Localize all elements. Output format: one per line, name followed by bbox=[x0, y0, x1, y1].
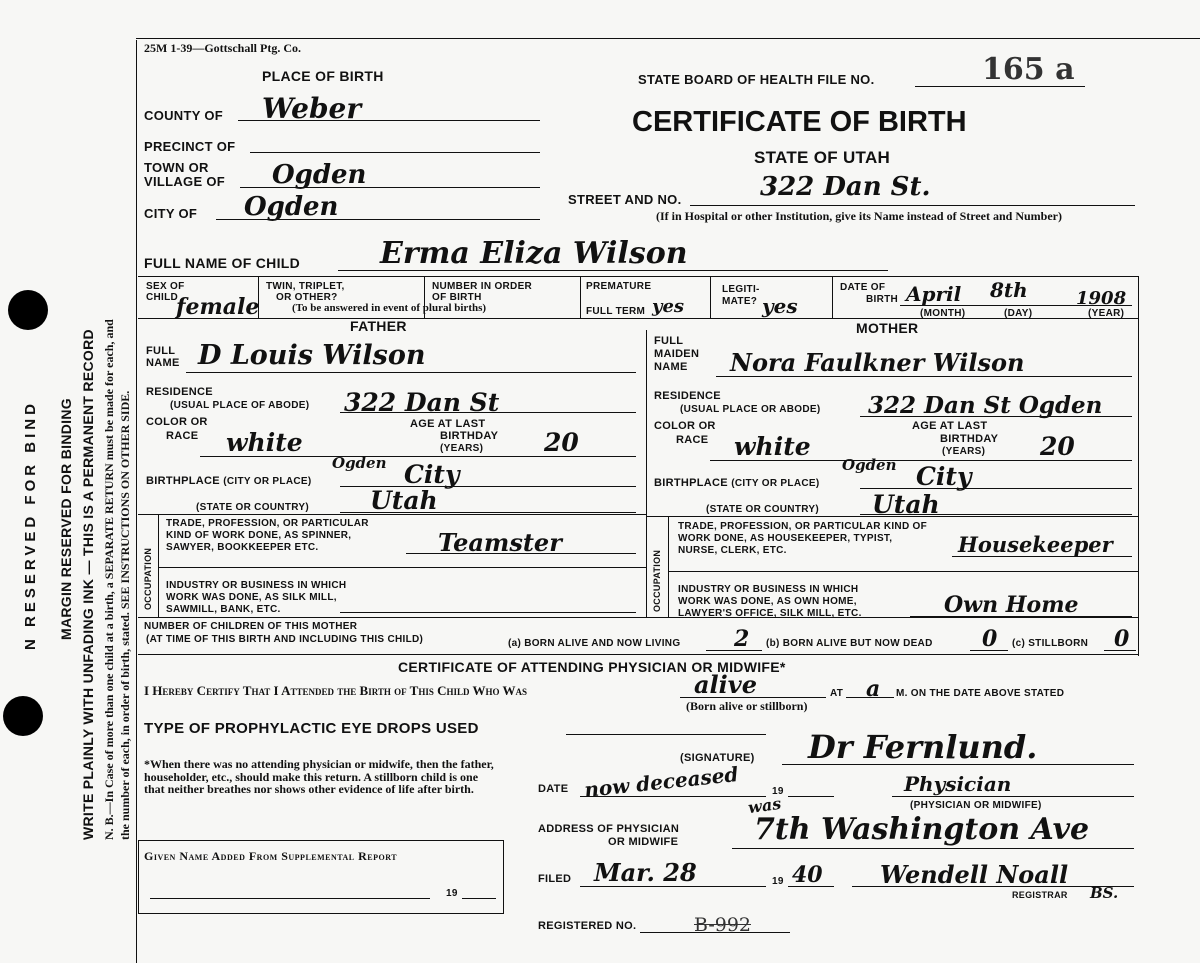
filed-19: 19 bbox=[772, 876, 784, 887]
town-value: Ogden bbox=[272, 160, 367, 190]
supplemental-year-line bbox=[462, 898, 496, 899]
mother-trade-label-1: TRADE, PROFESSION, OR PARTICULAR KIND OF bbox=[678, 521, 928, 532]
town-label-1: TOWN OR bbox=[144, 160, 209, 175]
mother-state-label: (STATE OR COUNTRY) bbox=[706, 504, 819, 515]
mother-age-label-3: (YEARS) bbox=[942, 446, 986, 457]
children-row-bottom bbox=[138, 654, 1138, 655]
father-color-value: white bbox=[226, 428, 303, 457]
supplemental-line bbox=[150, 898, 430, 899]
certify-text: I Hereby Certify That I Attended the Birth of This Child Who Was bbox=[144, 683, 528, 698]
father-age-label-2: BIRTHDAY bbox=[440, 430, 499, 442]
parents-divider bbox=[646, 330, 647, 617]
mother-age-value: 20 bbox=[1040, 432, 1075, 461]
twin-note: (To be answered in event of plural births) bbox=[292, 302, 487, 314]
father-name-label-1: FULL bbox=[146, 345, 176, 357]
right-border bbox=[1138, 276, 1139, 656]
mother-residence-value: 322 Dan St Ogden bbox=[868, 392, 1103, 419]
margin-nb-text-2: the number of each, in order of birth, stated. SEE INSTRUCTIONS ON OTHER SIDE. bbox=[118, 390, 132, 840]
form-left-border bbox=[136, 40, 137, 963]
father-name-value: D Louis Wilson bbox=[198, 340, 426, 371]
children-label-1: NUMBER OF CHILDREN OF THIS MOTHER bbox=[144, 621, 358, 632]
mother-heading: MOTHER bbox=[856, 320, 919, 336]
father-color-label-1: COLOR OR bbox=[146, 416, 208, 428]
printer-line: 25M 1-39—Gottschall Ptg. Co. bbox=[144, 41, 301, 55]
father-birthplace-value: City bbox=[404, 460, 460, 489]
date-value: now deceased bbox=[583, 761, 740, 803]
alive-note: (Born alive or stillborn) bbox=[686, 699, 808, 713]
was-value: was bbox=[746, 793, 783, 818]
at-label: AT bbox=[830, 688, 844, 699]
file-no-label: STATE BOARD OF HEALTH FILE NO. bbox=[638, 72, 875, 87]
mother-age-label-2: BIRTHDAY bbox=[940, 433, 999, 445]
twin-label-2: OR OTHER? bbox=[276, 292, 338, 303]
registrar-signature: Wendell Noall bbox=[880, 860, 1069, 889]
mother-trade-label-2: WORK DONE, AS HOUSEKEEPER, TYPIST, bbox=[678, 533, 893, 544]
address-line bbox=[732, 848, 1134, 849]
mother-occupation-side bbox=[668, 516, 669, 617]
dead-value: 0 bbox=[982, 626, 998, 652]
father-residence-label: RESIDENCE bbox=[146, 386, 213, 398]
stillborn-value: 0 bbox=[1114, 626, 1130, 652]
mother-name-value: Nora Faulkner Wilson bbox=[730, 348, 1025, 377]
child-name-label: FULL NAME OF CHILD bbox=[144, 255, 301, 271]
filed-year: 40 bbox=[792, 862, 823, 888]
form-top-border bbox=[136, 38, 1200, 39]
precinct-label: PRECINCT OF bbox=[144, 139, 236, 154]
father-color-label-2: RACE bbox=[166, 430, 199, 442]
mother-industry-label-1: INDUSTRY OR BUSINESS IN WHICH bbox=[678, 584, 859, 595]
father-age-value: 20 bbox=[544, 428, 579, 457]
dead-label: (b) BORN ALIVE BUT NOW DEAD bbox=[766, 638, 933, 649]
street-value: 322 Dan St. bbox=[760, 172, 931, 202]
registered-label: REGISTERED NO. bbox=[538, 920, 637, 932]
sex-label-1: SEX OF bbox=[146, 281, 185, 292]
birth-day: 8th bbox=[990, 278, 1028, 302]
father-age-label-3: (YEARS) bbox=[440, 443, 484, 454]
living-value: 2 bbox=[734, 626, 750, 652]
number-label-2: OF BIRTH bbox=[432, 292, 482, 303]
father-name-label-2: NAME bbox=[146, 357, 180, 369]
date-label-2: BIRTH bbox=[866, 294, 899, 305]
precinct-line bbox=[250, 152, 540, 153]
mother-color-label-1: COLOR OR bbox=[654, 420, 716, 432]
twin-label-1: TWIN, TRIPLET, bbox=[266, 281, 345, 292]
title-value: Physician bbox=[904, 772, 1012, 796]
date-label-1: DATE OF bbox=[840, 282, 886, 293]
father-industry-label-1: INDUSTRY OR BUSINESS IN WHICH bbox=[166, 580, 347, 591]
title-label: (PHYSICIAN OR MIDWIFE) bbox=[910, 800, 1042, 811]
margin-reserved-text: MARGIN RESERVED FOR BINDING bbox=[58, 398, 74, 640]
place-of-birth-heading: PLACE OF BIRTH bbox=[262, 68, 384, 84]
address-value: 7th Washington Ave bbox=[754, 812, 1090, 847]
address-label-2: OR MIDWIFE bbox=[608, 836, 679, 848]
filed-label: FILED bbox=[538, 873, 572, 885]
legit-value: yes bbox=[762, 294, 798, 318]
mother-birthplace-label: BIRTHPLACE (CITY OR PLACE) bbox=[654, 477, 820, 489]
time-value: a bbox=[866, 676, 881, 702]
title-line bbox=[892, 796, 1134, 797]
father-trade-label-3: SAWYER, BOOKKEEPER ETC. bbox=[166, 542, 319, 553]
father-industry-label-2: WORK WAS DONE, AS SILK MILL, bbox=[166, 592, 337, 603]
father-trade-bottom bbox=[158, 567, 646, 568]
registrar-initials: BS. bbox=[1090, 884, 1119, 902]
father-heading: FATHER bbox=[350, 318, 407, 334]
eye-drops-line bbox=[566, 734, 766, 735]
town-label-2: VILLAGE OF bbox=[144, 174, 225, 189]
county-label: COUNTY OF bbox=[144, 108, 224, 123]
father-state-label: (STATE OR COUNTRY) bbox=[196, 502, 309, 513]
address-label-1: ADDRESS OF PHYSICIAN bbox=[538, 823, 680, 835]
father-state-value: Utah bbox=[370, 486, 438, 515]
county-value: Weber bbox=[262, 92, 362, 125]
city-label: CITY OF bbox=[144, 206, 198, 221]
signature-label: (SIGNATURE) bbox=[680, 752, 755, 764]
mother-name-label-1: FULL bbox=[654, 335, 684, 347]
father-trade-label-1: TRADE, PROFESSION, OR PARTICULAR bbox=[166, 518, 369, 529]
certificate-title: CERTIFICATE OF BIRTH bbox=[632, 106, 967, 138]
child-row-div-5 bbox=[832, 276, 833, 318]
father-age-label-1: AGE AT LAST bbox=[410, 418, 486, 430]
father-industry-line bbox=[340, 612, 636, 613]
signature-value: Dr Fernlund. bbox=[808, 728, 1038, 766]
mother-residence-label: RESIDENCE bbox=[654, 390, 721, 402]
supplemental-year: 19 bbox=[446, 888, 458, 899]
registered-value: B-992 bbox=[694, 914, 751, 936]
sex-value: female bbox=[176, 294, 260, 320]
child-row-top bbox=[138, 276, 1138, 277]
dead-line bbox=[970, 650, 1008, 651]
child-row-div-3 bbox=[580, 276, 581, 318]
street-line bbox=[690, 205, 1135, 206]
registrar-label: REGISTRAR bbox=[1012, 890, 1068, 900]
mother-birthplace-small: Ogden bbox=[842, 456, 897, 474]
father-trade-value: Teamster bbox=[438, 528, 562, 557]
mother-birthplace-value: City bbox=[916, 462, 972, 491]
father-residence-sub: (USUAL PLACE OF ABODE) bbox=[170, 400, 310, 411]
day-label: (DAY) bbox=[1004, 308, 1033, 319]
number-label-1: NUMBER IN ORDER bbox=[432, 281, 533, 292]
fullterm-label: FULL TERM bbox=[586, 306, 646, 317]
father-name-line bbox=[186, 372, 636, 373]
stillborn-label: (c) STILLBORN bbox=[1012, 638, 1089, 649]
legit-label-2: MATE? bbox=[722, 296, 758, 307]
father-birthplace-small: Ogden bbox=[332, 454, 387, 472]
supplemental-label: Given Name Added From Supplemental Report bbox=[144, 849, 398, 863]
physician-heading: CERTIFICATE OF ATTENDING PHYSICIAN OR MIDWIFE* bbox=[398, 659, 786, 675]
street-label: STREET AND NO. bbox=[568, 192, 682, 207]
father-industry-label-3: SAWMILL, BANK, ETC. bbox=[166, 604, 281, 615]
date-19-line bbox=[788, 796, 834, 797]
physician-note: *When there was no attending physician or midwife, then the father, householder, etc., should make this return. A stillborn child is one that neither breathes nor shows other evidence of life after birth. bbox=[144, 757, 494, 796]
father-occupation-top bbox=[138, 514, 646, 515]
mother-color-label-2: RACE bbox=[676, 434, 709, 446]
mother-industry-label-3: LAWYER'S OFFICE, SILK MILL, ETC. bbox=[678, 608, 862, 619]
mother-trade-value: Housekeeper bbox=[958, 532, 1113, 557]
sex-label-2: CHILD bbox=[146, 292, 179, 303]
mother-name-label-2: MAIDEN bbox=[654, 348, 700, 360]
year-label: (YEAR) bbox=[1088, 308, 1125, 319]
time-suffix: M. ON THE DATE ABOVE STATED bbox=[896, 688, 1065, 699]
mother-trade-bottom bbox=[668, 571, 1138, 572]
date-19: 19 bbox=[772, 786, 784, 797]
mother-residence-sub: (USUAL PLACE OR ABODE) bbox=[680, 404, 821, 415]
filed-date: Mar. 28 bbox=[594, 858, 697, 887]
mother-occupation-top bbox=[646, 516, 1138, 517]
child-row-div-4 bbox=[710, 276, 711, 318]
mother-occupation-label: OCCUPATION bbox=[652, 549, 662, 612]
living-label: (a) BORN ALIVE AND NOW LIVING bbox=[508, 638, 681, 649]
mother-state-value: Utah bbox=[872, 490, 940, 519]
fullterm-value: yes bbox=[652, 296, 685, 317]
certificate-subtitle: STATE OF UTAH bbox=[754, 148, 891, 167]
legit-label-1: LEGITI- bbox=[722, 284, 760, 295]
father-occupation-label: OCCUPATION bbox=[143, 547, 153, 610]
margin-edge-text: N RESERVED FOR BIND bbox=[22, 400, 39, 650]
file-no-value: 165 a bbox=[982, 52, 1075, 87]
father-birthplace-label: BIRTHPLACE (CITY OR PLACE) bbox=[146, 475, 312, 487]
living-line bbox=[706, 650, 762, 651]
city-value: Ogden bbox=[244, 192, 339, 222]
mother-trade-label-3: NURSE, CLERK, ETC. bbox=[678, 545, 787, 556]
date-label: DATE bbox=[538, 783, 569, 795]
father-residence-value: 322 Dan St bbox=[344, 388, 500, 417]
father-trade-label-2: KIND OF WORK DONE, AS SPINNER, bbox=[166, 530, 352, 541]
stillborn-line bbox=[1104, 650, 1136, 651]
premature-label: PREMATURE bbox=[586, 281, 652, 292]
mother-industry-value: Own Home bbox=[944, 592, 1079, 618]
mother-industry-label-2: WORK WAS DONE, AS OWN HOME, bbox=[678, 596, 857, 607]
child-name-value: Erma Eliza Wilson bbox=[380, 236, 688, 271]
father-occupation-side bbox=[158, 514, 159, 617]
street-note: (If in Hospital or other Institution, give its Name instead of Street and Number) bbox=[656, 209, 1062, 223]
punch-hole-top bbox=[8, 290, 48, 330]
margin-nb-text-1: N. B.—In Case of more than one child at a birth, a SEPARATE RETURN must be made for each, and bbox=[102, 319, 116, 840]
month-label: (MONTH) bbox=[920, 308, 966, 319]
child-row-bottom bbox=[138, 318, 1138, 319]
mother-birthplace-line bbox=[860, 488, 1132, 489]
children-label-2: (AT TIME OF THIS BIRTH AND INCLUDING THIS CHILD) bbox=[146, 634, 424, 645]
margin-ink-text: WRITE PLAINLY WITH UNFADING INK — THIS IS A PERMANENT RECORD bbox=[80, 329, 96, 840]
mother-color-value: white bbox=[734, 432, 811, 461]
mother-age-label-1: AGE AT LAST bbox=[912, 420, 988, 432]
punch-hole-bottom bbox=[3, 696, 43, 736]
birth-year: 1908 bbox=[1076, 288, 1127, 309]
birth-month: April bbox=[906, 282, 962, 306]
alive-value: alive bbox=[694, 670, 757, 699]
mother-name-label-3: NAME bbox=[654, 361, 688, 373]
eye-drops-label: TYPE OF PROPHYLACTIC EYE DROPS USED bbox=[144, 720, 479, 737]
